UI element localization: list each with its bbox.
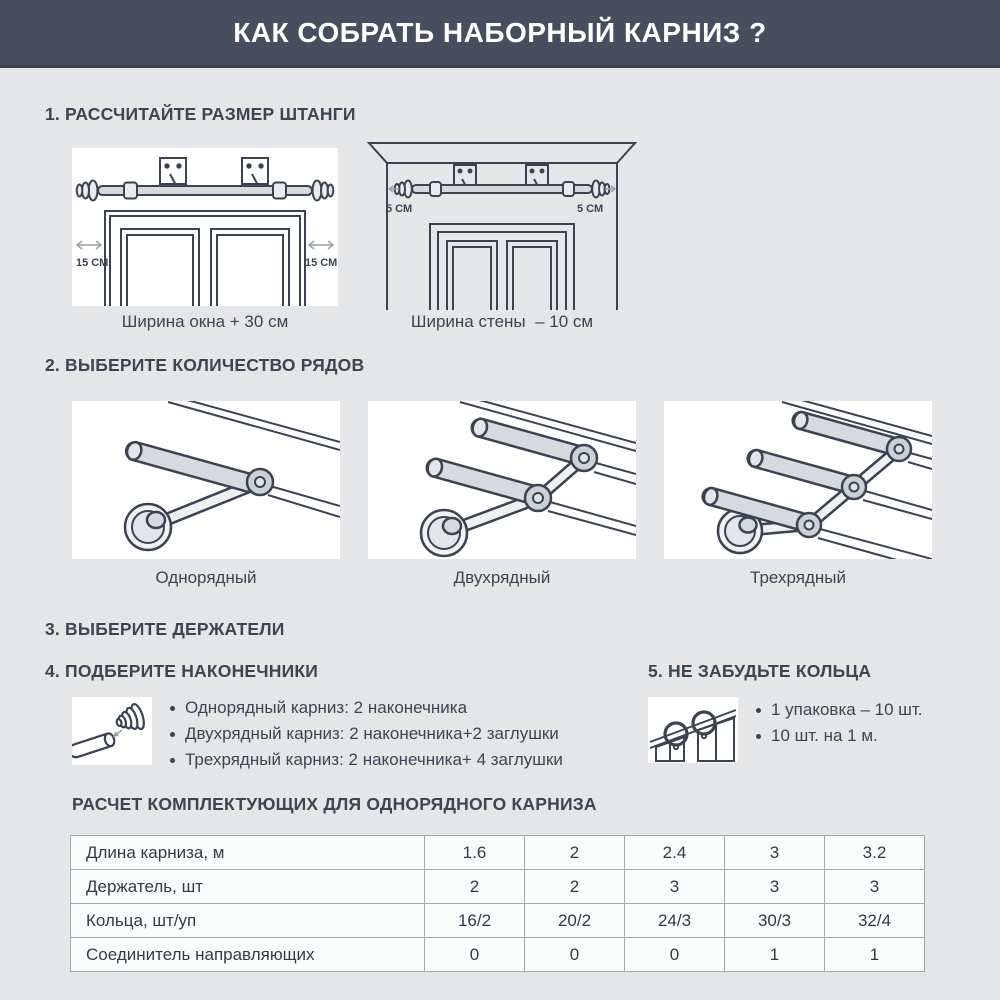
double-row-bracket-card [368,401,636,559]
window-diagram-caption: Ширина окна + 30 см [121,312,289,331]
triple-row-caption: Трехрядный [750,568,846,587]
finial-cap-icon [113,703,146,736]
table-cell: 0 [625,938,725,972]
section4-title: 4. ПОДБЕРИТЕ НАКОНЕЧНИКИ [45,661,319,681]
window-rod-diagram-card [72,148,338,306]
table-cell: 1 [825,938,925,972]
wall-plate-icon [125,504,171,550]
table-row [71,938,925,972]
list-item: 1 упаковка – 10 шт. [754,697,990,723]
rod-tube-icon [72,732,116,759]
list-item: Двухрядный карниз: 2 наконечника+2 заглушки [168,721,648,747]
finial-rules-list [168,695,648,773]
rod-over-window-icon [72,148,338,306]
table-cell: 2 [525,836,625,870]
section3-title: 3. ВЫБЕРИТЕ ДЕРЖАТЕЛИ [45,619,285,639]
rings-rules-list [754,697,990,749]
table-cell: 20/2 [525,904,625,938]
table-cell: 3 [725,836,825,870]
rod-holder-icon [247,469,273,495]
table-row [71,904,925,938]
table-row [71,870,925,904]
finial-icon [72,697,152,765]
rings-on-rod-icon [648,697,738,763]
table-cell: 16/2 [425,904,525,938]
rod-on-wall-icon [366,140,638,310]
row-label: Длина карниза, м [71,836,425,870]
table-row [71,836,925,870]
table-cell: 24/3 [625,904,725,938]
table-cell: 0 [525,938,625,972]
double-row-bracket-icon [368,401,636,559]
left-offset-label: 15 СМ [76,257,109,269]
list-item: Однорядный карниз: 2 наконечника [168,695,648,721]
rod-icon [791,410,902,456]
offset-arrow-icon [77,241,333,249]
wall-plate-icon [421,510,467,556]
page-title: КАК СОБРАТЬ НАБОРНЫЙ КАРНИЗ ? [233,16,767,48]
table-cell: 2 [425,870,525,904]
right-offset-label: 5 СМ [577,203,604,215]
rod-icon [746,448,857,494]
finial-diagram-card [72,697,152,765]
list-item: 10 шт. на 1 м. [754,723,990,749]
row-label: Кольца, шт/уп [71,904,425,938]
table-cell: 3.2 [825,836,925,870]
components-table [70,835,925,972]
section5-title: 5. НЕ ЗАБУДЬТЕ КОЛЬЦА [648,661,872,681]
mounting-bracket-icon [160,158,268,189]
table-cell: 3 [725,870,825,904]
wall-diagram-caption: Ширина стены – 10 см [410,312,594,331]
page-header [0,0,1000,68]
table-cell: 2 [525,870,625,904]
rings-diagram-card [648,697,738,763]
row-label: Держатель, шт [71,870,425,904]
rod-holder-icon [797,437,911,537]
wall-outline-icon [369,143,635,310]
table-cell: 30/3 [725,904,825,938]
section2-title: 2. ВЫБЕРИТЕ КОЛИЧЕСТВО РЯДОВ [45,355,365,375]
table-cell: 32/4 [825,904,925,938]
table-cell: 2.4 [625,836,725,870]
window-icon [105,211,305,306]
table-cell: 0 [425,938,525,972]
left-offset-label: 5 СМ [386,203,413,215]
table-cell: 3 [625,870,725,904]
rod-icon [124,440,260,494]
window-icon [430,224,574,310]
row-label: Соединитель направляющих [71,938,425,972]
insert-arrow-icon [114,730,122,736]
single-row-bracket-icon [72,401,340,559]
table-cell: 1 [725,938,825,972]
single-row-bracket-card [72,401,340,559]
list-item: Трехрядный карниз: 2 наконечника+ 4 заглушки [168,747,648,773]
curtain-rod-icon [77,181,334,201]
wall-rod-diagram [366,140,638,310]
triple-row-bracket-icon [664,401,932,559]
section1-title: 1. РАССЧИТАЙТЕ РАЗМЕР ШТАНГИ [45,104,356,124]
single-row-caption: Однорядный [155,568,257,587]
triple-row-bracket-card [664,401,932,559]
curtain-rod-icon [395,181,610,198]
table-cell: 3 [825,870,925,904]
table-cell: 1.6 [425,836,525,870]
table-title: РАСЧЕТ КОМПЛЕКТУЮЩИХ ДЛЯ ОДНОРЯДНОГО КАРНИЗА [72,794,597,814]
ring-icon [665,712,715,749]
right-offset-label: 15 СМ [305,257,338,269]
double-row-caption: Двухрядный [453,568,551,587]
